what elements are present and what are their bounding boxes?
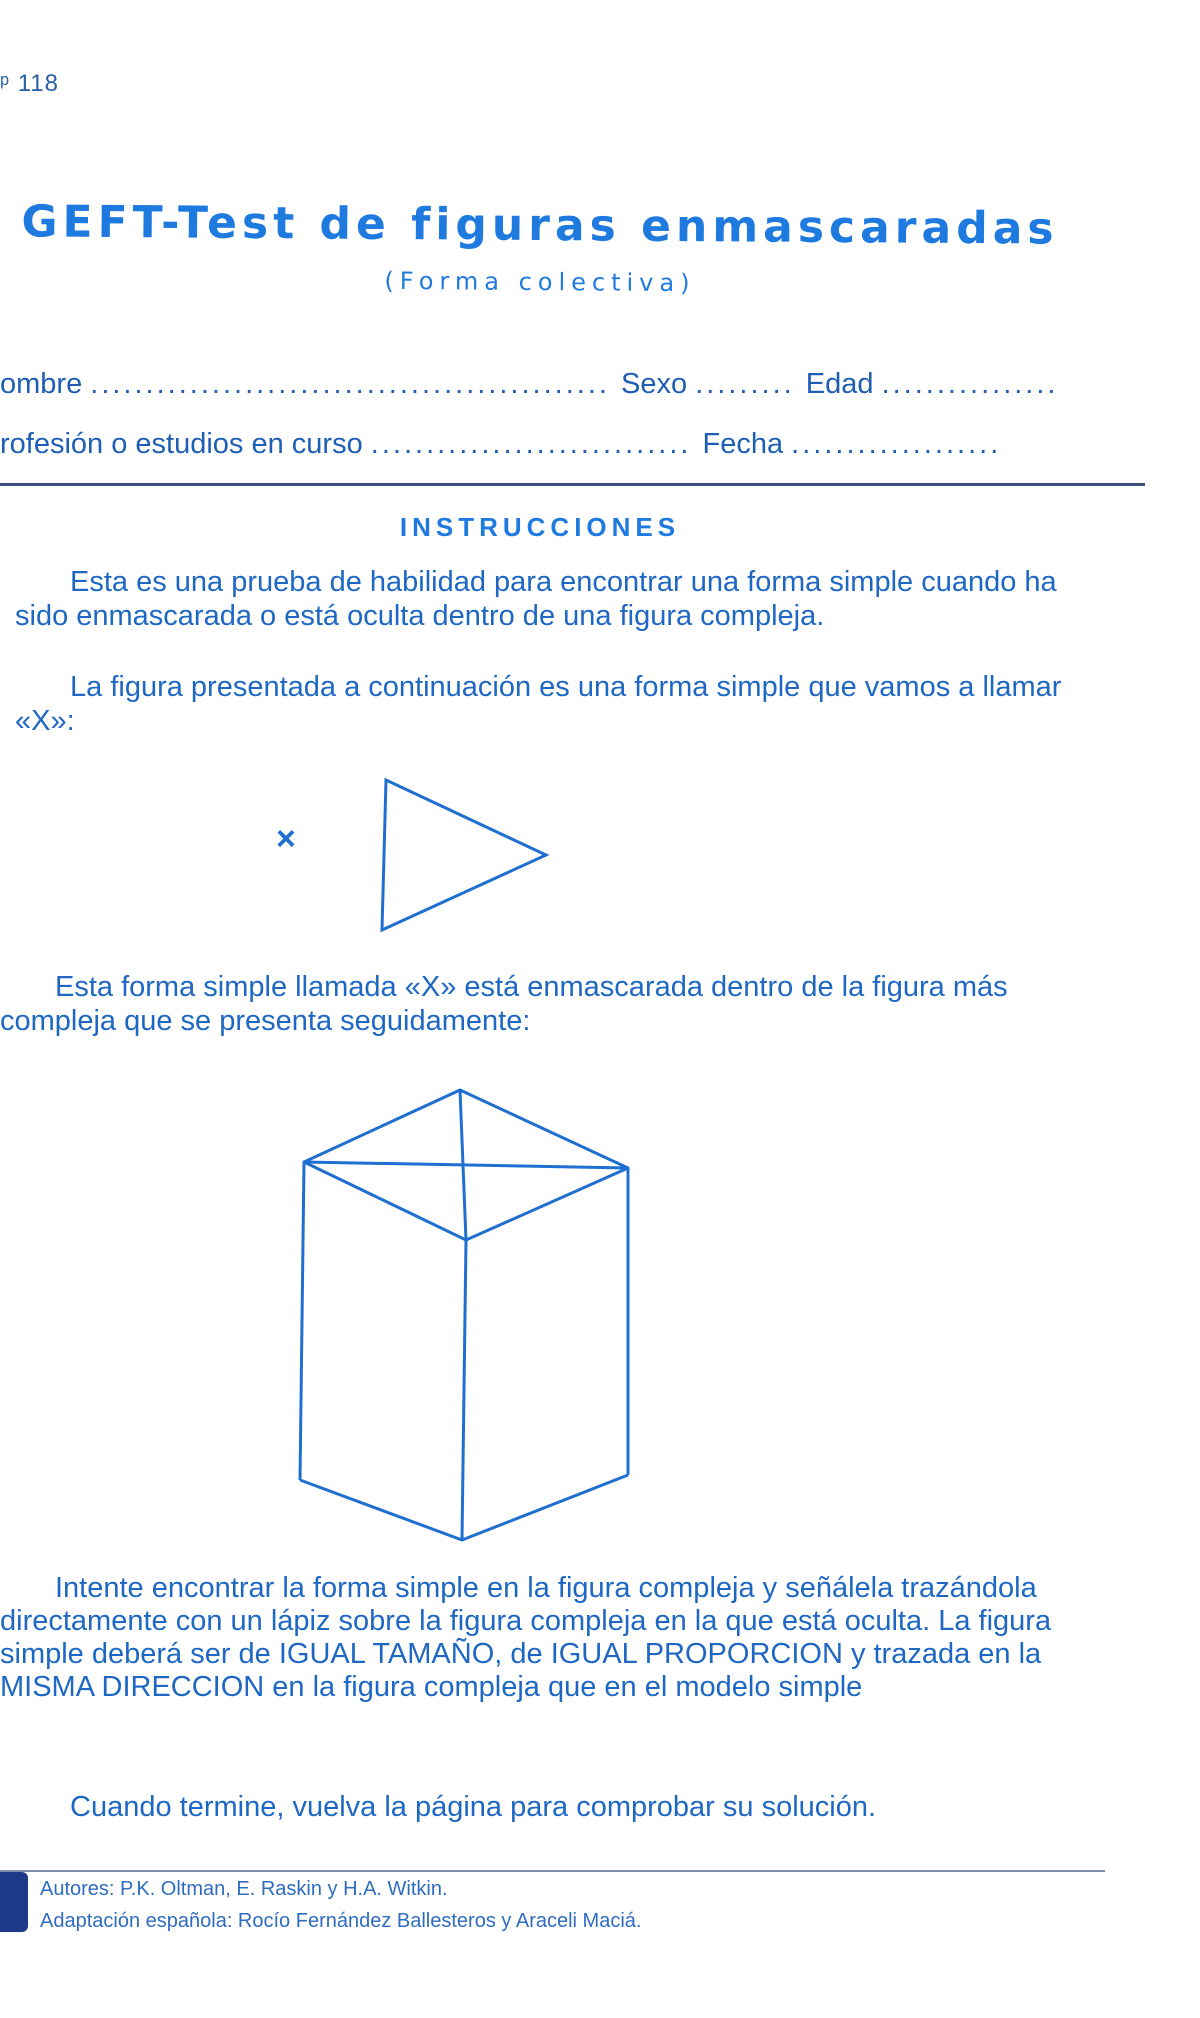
paragraph-task: Intente encontrar la forma simple en la figura compleja y señálela trazándola directamente con un lápiz sobre la figura compleja en la que está oculta. La figura simple deberá ser de IGUAL TAMAÑO, de IGUAL PROPORCION y trazada en la MISMA DIRECCION en la figura compleja que en el modelo simple xyxy=(0,1572,1052,1703)
date-fill-line[interactable]: ................... xyxy=(791,428,1002,460)
figure-x-label: × xyxy=(276,820,296,858)
simple-figure-x-triangle xyxy=(370,770,550,940)
profession-label: rofesión o estudios en curso xyxy=(0,428,363,460)
form-row-profession xyxy=(0,428,1001,461)
paragraph-simple-form: La figura presentada a continuación es una forma simple que vamos a llamar «X»: xyxy=(15,671,1062,737)
instructions-heading: INSTRUCCIONES xyxy=(399,512,681,542)
sex-fill-line[interactable]: ......... xyxy=(695,368,806,400)
name-label: ombre xyxy=(0,368,83,400)
paragraph-intro: Esta es una prueba de habilidad para encontrar una forma simple cuando ha sido enmascarada o está oculta dentro de una figura compleja. xyxy=(15,566,1057,632)
paragraph-masked: Esta forma simple llamada «X» está enmascarada dentro de la figura más compleja que se presenta seguidamente: xyxy=(0,971,1008,1037)
form-divider xyxy=(0,483,1145,486)
footer-adaptation: Adaptación española: Rocío Fernández Ballesteros y Araceli Maciá. xyxy=(40,1910,642,1932)
form-row-name xyxy=(0,368,1058,401)
name-fill-line[interactable]: ............................................... xyxy=(90,368,622,400)
footer-authors: Autores: P.K. Oltman, E. Raskin y H.A. Witkin. xyxy=(40,1878,448,1900)
complex-figure[interactable] xyxy=(290,1080,640,1560)
page-title: GEFT-Test de figuras enmascaradas xyxy=(21,196,1059,255)
paragraph-closing: Cuando termine, vuelva la página para comprobar su solución. xyxy=(70,1791,877,1823)
date-label: Fecha xyxy=(702,428,784,460)
sex-label: Sexo xyxy=(621,368,688,400)
age-label: Edad xyxy=(805,368,874,400)
page-number: ᵖ 118 xyxy=(0,70,59,97)
profession-fill-line[interactable]: ............................. xyxy=(370,428,703,460)
page-subtitle: (Forma colectiva) xyxy=(384,266,696,298)
footer-divider xyxy=(0,1870,1105,1872)
publisher-logo xyxy=(0,1872,28,1932)
age-fill-line[interactable]: ................ xyxy=(881,368,1059,400)
